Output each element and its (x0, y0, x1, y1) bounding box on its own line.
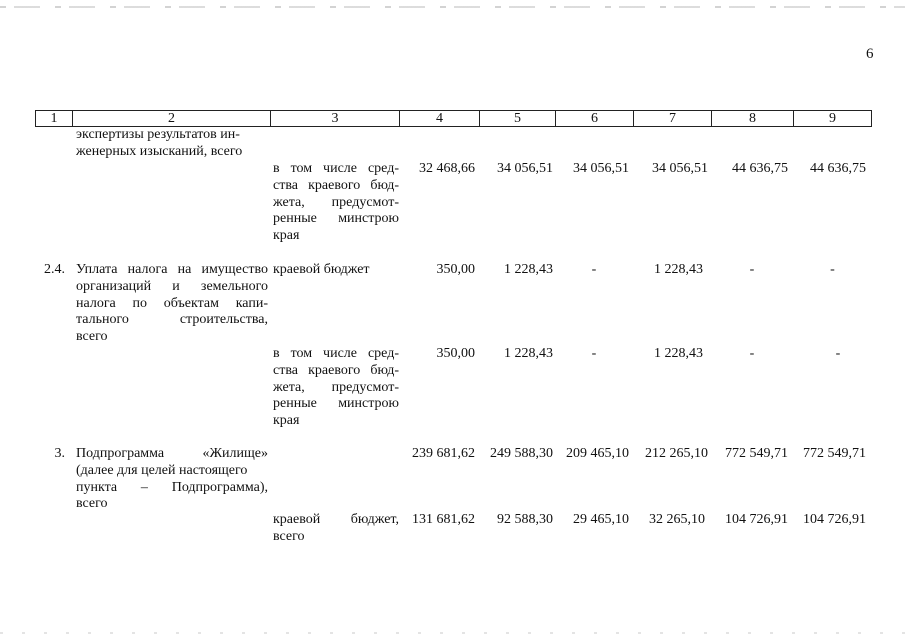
value-cell: 104 726,91 (803, 512, 866, 527)
scan-artifact-top (0, 6, 905, 8)
value-cell: - (591, 346, 597, 361)
header-col-7: 7 (633, 110, 711, 127)
row-source-cell: в том числе сред- ства краевого бюд- жета, предусмот- ренные минстрою края (273, 161, 399, 244)
value-cell: 34 056,51 (652, 161, 708, 176)
value-cell: - (591, 262, 597, 277)
value-cell: 44 636,75 (810, 161, 866, 176)
row-source-cell: в том числе сред- ства краевого бюд- жета, предусмот- ренные минстрою края (273, 346, 399, 429)
value-cell: 249 588,30 (490, 446, 553, 461)
value-cell: 34 056,51 (497, 161, 553, 176)
header-col-5: 5 (479, 110, 555, 127)
page-number: 6 (866, 46, 874, 62)
value-cell: 34 056,51 (573, 161, 629, 176)
header-col-1: 1 (35, 110, 72, 127)
row-source-cell: краевой бюджет, всего (273, 512, 399, 544)
value-cell: 32 265,10 (649, 512, 705, 527)
value-cell: 1 228,43 (504, 262, 553, 277)
header-col-6: 6 (555, 110, 633, 127)
value-cell: 92 588,30 (497, 512, 553, 527)
value-cell: 104 726,91 (725, 512, 788, 527)
value-cell: 1 228,43 (654, 262, 703, 277)
value-cell: 772 549,71 (725, 446, 788, 461)
value-cell: 350,00 (436, 262, 475, 277)
scan-artifact-bottom (0, 632, 905, 634)
value-cell: 209 465,10 (566, 446, 629, 461)
value-cell: 212 265,10 (645, 446, 708, 461)
header-col-2: 2 (72, 110, 270, 127)
value-cell: 1 228,43 (654, 346, 703, 361)
value-cell: - (835, 346, 841, 361)
value-cell: - (830, 262, 835, 277)
row-number: 2.4. (44, 262, 65, 277)
row-name-cell: экспертизы результатов ин- женерных изысканий, всего (76, 127, 243, 159)
header-col-3: 3 (270, 110, 399, 127)
value-cell: 772 549,71 (803, 446, 866, 461)
value-cell: 1 228,43 (504, 346, 553, 361)
value-cell: - (749, 262, 755, 277)
row-name-cell: Подпрограмма «Жилище» (далее для целей настоящего пункта – Подпрограмма), всего (76, 446, 268, 512)
value-cell: 32 468,66 (419, 161, 475, 176)
row-number: 3. (54, 446, 65, 461)
value-cell: 131 681,62 (412, 512, 475, 527)
row-name-cell: Уплата налога на имущество организаций и земельного налога по объектам капи- тального строительства, всего (76, 262, 268, 345)
header-col-9: 9 (793, 110, 872, 127)
header-col-4: 4 (399, 110, 479, 127)
header-col-8: 8 (711, 110, 793, 127)
value-cell: 350,00 (436, 346, 475, 361)
value-cell: 29 465,10 (573, 512, 629, 527)
row-source-cell: краевой бюджет (273, 262, 370, 277)
value-cell: - (749, 346, 755, 361)
value-cell: 239 681,62 (412, 446, 475, 461)
value-cell: 44 636,75 (732, 161, 788, 176)
